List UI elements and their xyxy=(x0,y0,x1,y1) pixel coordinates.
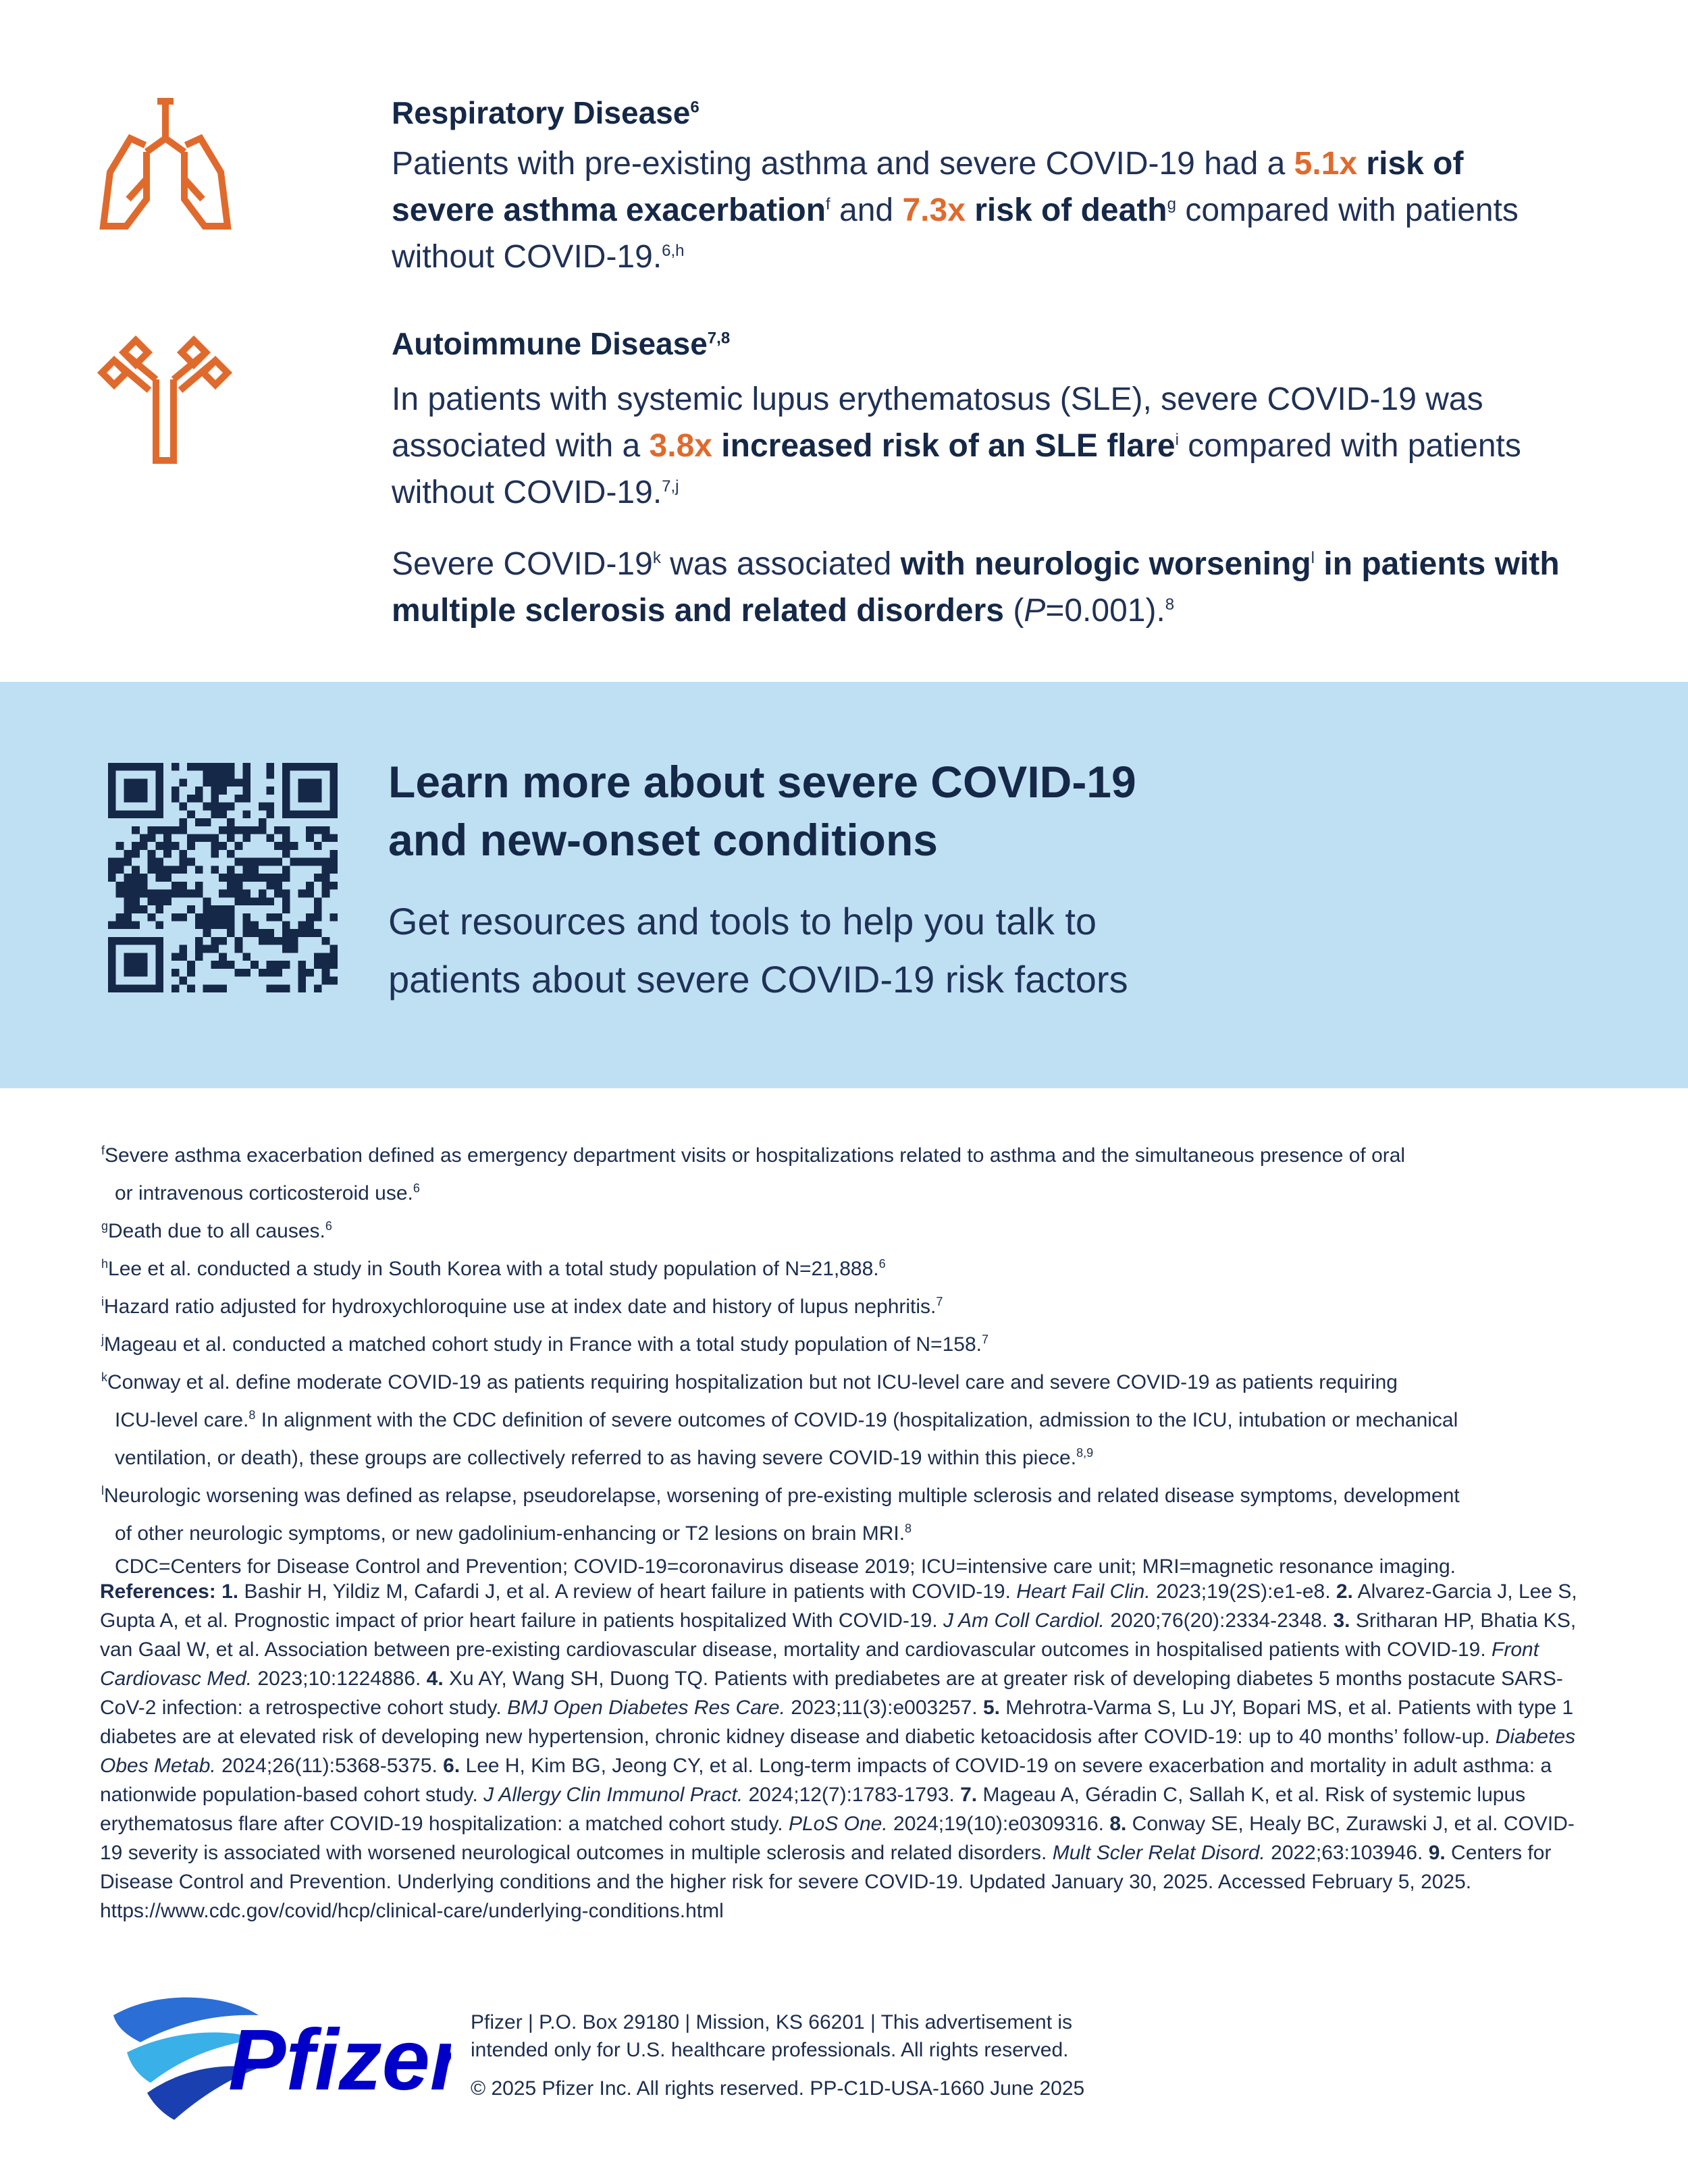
autoimmune-body-sle: In patients with systemic lupus erythematosus (SLE), severe COVID-19 was associated with a 3.8x increased risk of an SLE flare$^i$ compared with patients without COVID-19.$^{7,j}$ xyxy=(392,381,1521,510)
footnote-line: $^h$Lee et al. conducted a study in South Korea with a total study population of N=21,888.$^6$ xyxy=(101,1257,886,1280)
pfizer-logo xyxy=(100,1988,451,2123)
respiratory-body: Patients with pre-existing asthma and severe COVID-19 had a 5.1x risk of severe asthma exacerbation$^f$ and 7.3x risk of death$^g$ compared with patients without COVID-19.$^{6,h}$ xyxy=(392,146,1519,275)
footnotes xyxy=(101,1134,1620,1583)
footnote-line: $^i$Hazard ratio adjusted for hydroxychloroquine use at index date and history of lupus nephritis.$^7$ xyxy=(101,1295,943,1318)
footnote-line: ICU-level care.$^8$ In alignment with the CDC definition of severe outcomes of COVID-19 (hospitalization, admission to the ICU, intubation or mechanical xyxy=(115,1408,1458,1431)
footer-copyright: © 2025 Pfizer Inc. All rights reserved. PP-C1D-USA-1660 June 2025 xyxy=(471,2077,1085,2100)
autoimmune-body-ms: Severe COVID-19$^k$ was associated with neurologic worsening$^l$ in patients with multiple sclerosis and related disorders (P=0.001).$^8$ xyxy=(392,546,1560,629)
footnote-line: or intravenous corticosteroid use.$^6$ xyxy=(115,1181,420,1204)
footnote-line: CDC=Centers for Disease Control and Prevention; COVID-19=coronavirus disease 2019; ICU=intensive care unit; MRI=magnetic resonance imaging. xyxy=(115,1555,1456,1578)
footnote-line: $^g$Death due to all causes.$^6$ xyxy=(101,1219,332,1242)
references: References: 1. Bashir H, Yildiz M, Cafardi J, et al. A review of heart failure in patients with COVID-19. Heart Fail Clin. 2023;19(2S):e1-e8. 2. Alvarez-Garcia J, Lee S, Gupta A, et al. Prognostic impact of prior heart failure in patients hospitalized With COVID-19. J Am Coll Cardiol. 2020;76(20):2334-2348. 3. Sritharan HP, Bhatia KS, van Gaal W, et al. Association between pre-existing cardiovascular disease, mortality and cardiovascular outcomes in hospitalised patients with COVID-19. Front Cardiovasc Med. 2023;10:1224886. 4. Xu AY, Wang SH, Duong TQ. Patients with prediabetes are at greater risk of developing diabetes 5 months postacute SARS-CoV-2 infection: a retrospective cohort study. BMJ Open Diabetes Res Care. 2023;11(3):e003257. 5. Mehrotra-Varma S, Lu JY, Bopari MS, et al. Patients with type 1 diabetes are at elevated risk of developing new hypertension, chronic kidney disease and diabetic ketoacidosis after COVID-19: up to 40 months’ follow-up. Diabetes Obes Metab. 2024;26(11):5368-5375. 6. Lee H, Kim BG, Jeong CY, et al. Long-term impacts of COVID-19 on severe exacerbation and mortality in adult asthma: a nationwide population-based cohort study. J Allergy Clin Immunol Pract. 2024;12(7):1783-1793. 7. Mageau A, Géradin C, Sallah K, et al. Risk of systemic lupus erythematosus flare after COVID-19 hospitalization: a matched cohort study. PLoS One. 2024;19(10):e0309316. 8. Conway SE, Healy BC, Zurawski J, et al. COVID-19 severity is associated with worsened neurological outcomes in multiple sclerosis and related disorders. Mult Scler Relat Disord. 2022;63:103946. 9. Centers for Disease Control and Prevention. Underlying conditions and the higher risk for severe COVID-19. Updated January 30, 2025. Accessed February 5, 2025. https://www.cdc.gov/covid/hcp/clinical-care/underlying-conditions.html xyxy=(100,1580,1577,1922)
footnote-line: $^j$Mageau et al. conducted a matched cohort study in France with a total study population of N=158.$^7$ xyxy=(101,1333,988,1356)
pfizer-wordmark: Pfizer xyxy=(228,2012,451,2108)
banner-title: Learn more about severe COVID-19 and new-onset conditions xyxy=(388,757,1136,865)
footnote-line: of other neurologic symptoms, or new gadolinium-enhancing or T2 lesions on brain MRI.$^8$ xyxy=(115,1522,912,1545)
banner-subtitle: Get resources and tools to help you talk to patients about severe COVID-19 risk factors xyxy=(388,900,1128,1001)
footer-disclaimer: Pfizer | P.O. Box 29180 | Mission, KS 66201 | This advertisement is intended only for U.S. healthcare professionals. All rights reserved. xyxy=(471,2011,1073,2061)
footnote-line: $^f$Severe asthma exacerbation defined as emergency department visits or hospitalizations related to asthma and the simultaneous presence of oral xyxy=(101,1144,1406,1167)
qr-code-icon[interactable] xyxy=(108,763,338,992)
footnote-line: ventilation, or death), these groups are collectively referred to as having severe COVID-19 within this piece.$^{8,9}$ xyxy=(115,1446,1094,1469)
footnote-line: $^k$Conway et al. define moderate COVID-19 as patients requiring hospitalization but not ICU-level care and severe COVID-19 as patients requiring xyxy=(101,1370,1398,1393)
respiratory-title: Respiratory Disease$^6$ xyxy=(392,95,700,130)
autoimmune-title: Autoimmune Disease$^{7,8}$ xyxy=(392,326,731,361)
lungs-icon xyxy=(98,98,233,233)
stat-asthma-exacerbation: 5.1x xyxy=(1294,146,1358,182)
stat-sle-flare: 3.8x xyxy=(649,428,712,464)
antibody-icon xyxy=(97,325,233,467)
footnote-line: $^l$Neurologic worsening was defined as relapse, pseudorelapse, worsening of pre-existing multiple sclerosis and related disease symptoms, development xyxy=(101,1484,1460,1507)
references-label: References: xyxy=(100,1580,216,1603)
stat-death: 7.3x xyxy=(902,192,966,228)
